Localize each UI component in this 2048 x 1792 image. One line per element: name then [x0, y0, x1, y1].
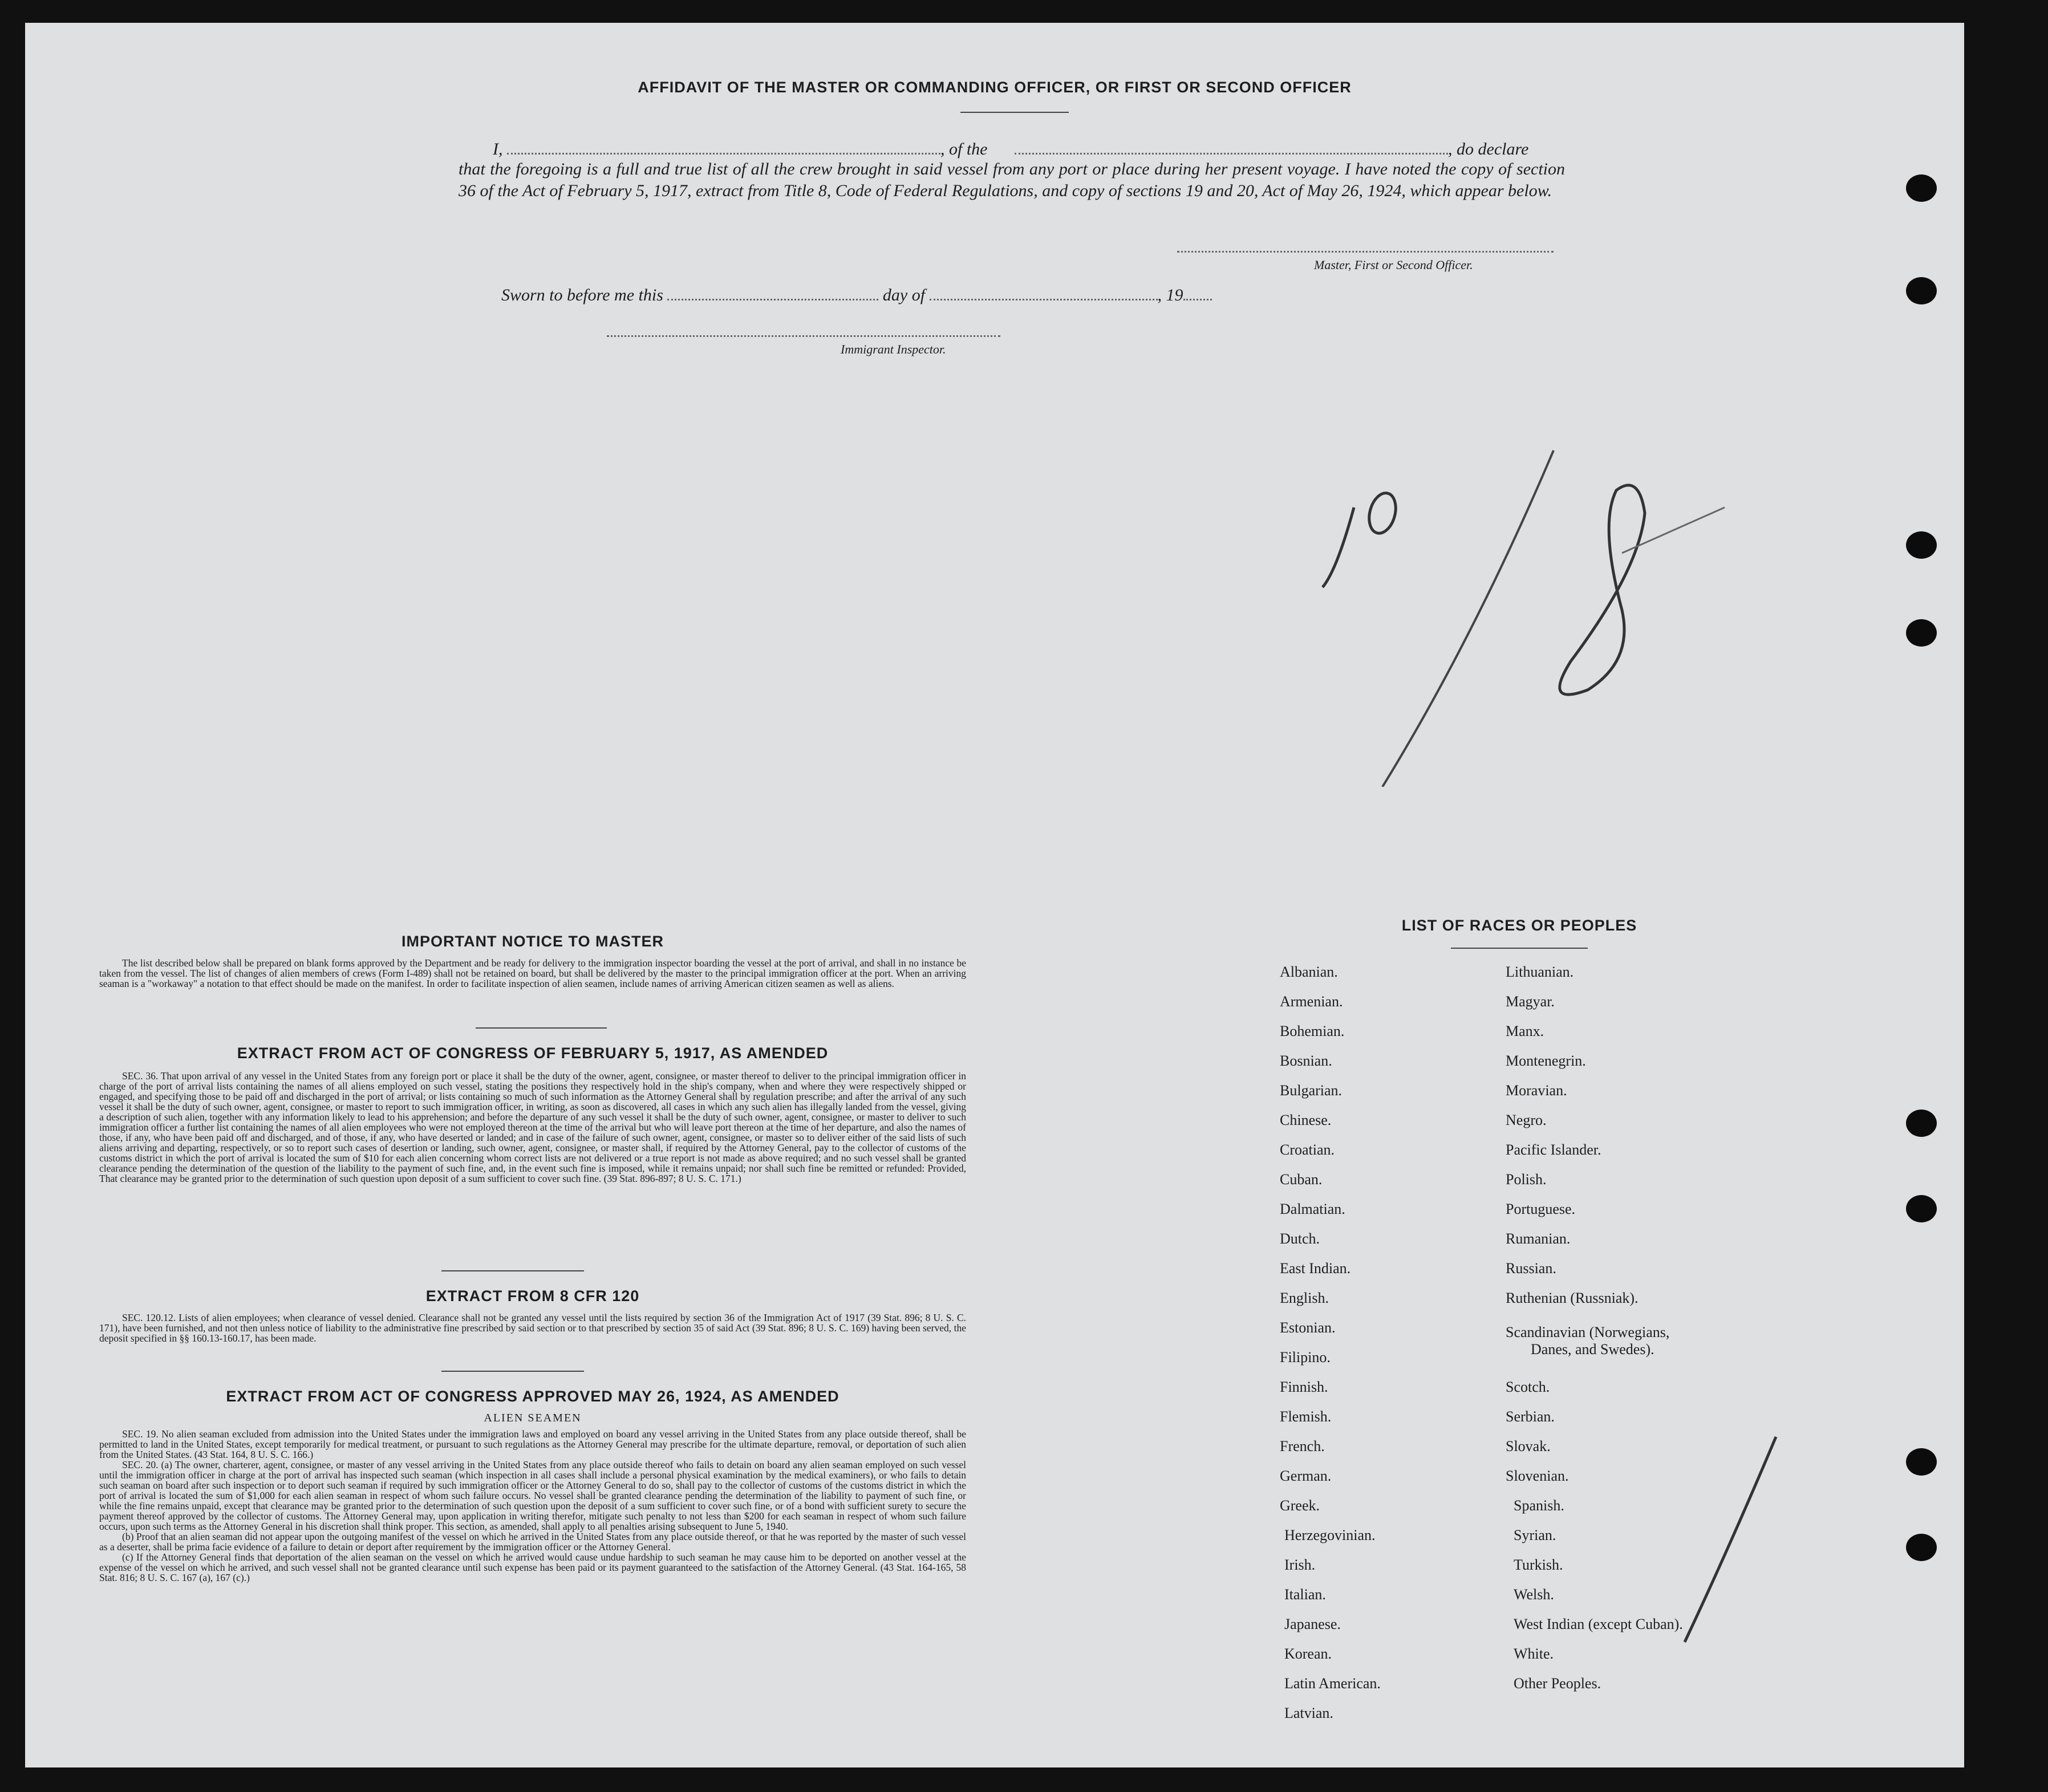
race-item: Japanese. — [1284, 1616, 1341, 1632]
affidavit-body: that the foregoing is a full and true list of all the crew brought in said vessel from any port or place during her present voyage. I have noted the copy of section 36 of the Act of February 5, 1917, extract from Title 8, Code of Federal Regulations, and copy of sections 19 and 20, Act of May 26, 1924, which appear below. — [459, 160, 1565, 200]
race-item: Greek. — [1280, 1497, 1320, 1514]
race-item: Chinese. — [1280, 1112, 1332, 1128]
extract-1917-rule — [441, 1270, 584, 1271]
race-item: French. — [1280, 1438, 1325, 1454]
race-item: Cuban. — [1280, 1171, 1323, 1188]
races-rule — [1451, 948, 1588, 949]
notice-text: The list described below shall be prepared on blank forms approved by the Department and be ready for delivery to the immigration inspector boarding the vessel at the port of arrival, and shall in no instance be taken from the vessel. The list of changes of alien members of crews (Form I-489) shall not be retained on board, but shall be delivered by the master to the principal immigration officer at the port. When an arriving seaman is a "workaway" a notation to that effect should be made on the manifest. In order to facilitate inspection of alien seamen, include names of arriving American citizen seamen as well as aliens. — [99, 957, 966, 989]
race-item: Welsh. — [1514, 1586, 1554, 1603]
inspector-signature-field[interactable] — [607, 335, 1000, 337]
race-item: Bohemian. — [1280, 1023, 1345, 1039]
sworn-line — [501, 283, 1212, 305]
punch-hole — [1906, 174, 1937, 202]
sworn-year-field[interactable] — [1183, 283, 1212, 300]
race-item: Bulgarian. — [1280, 1082, 1343, 1099]
inspector-signature-label: Immigrant Inspector. — [841, 342, 946, 356]
notice-section — [99, 958, 966, 989]
race-item: Negro. — [1506, 1112, 1547, 1128]
punch-hole — [1906, 1110, 1937, 1137]
race-item: Syrian. — [1514, 1527, 1556, 1543]
day-of-label: day of — [882, 286, 926, 304]
race-item: Irish. — [1284, 1557, 1316, 1573]
sec19-text: SEC. 19. No alien seaman excluded from admission into the United States under the immigration laws and employed on board any vessel arriving in the United States from any place outside thereof, shall be permitted to land in the United States, except temporarily for medical treatment, or pursuant to such regulations as the Attorney General may prescribe for the ultimate departure, removal, or deportation of such alien from the United States. (43 Stat. 164, 8 U. S. C. 166.) — [99, 1428, 966, 1460]
race-item: Armenian. — [1280, 993, 1343, 1010]
race-item: Portuguese. — [1506, 1201, 1576, 1217]
master-signature-field[interactable] — [1177, 251, 1554, 253]
sworn-day-field[interactable] — [667, 283, 878, 300]
race-item: Korean. — [1284, 1645, 1332, 1662]
race-item: Ruthenian (Russniak). — [1506, 1290, 1639, 1306]
race-item: Filipino. — [1280, 1349, 1331, 1366]
punch-hole — [1906, 1534, 1937, 1561]
year-label: , 19 — [1157, 286, 1183, 304]
punch-hole — [1906, 1195, 1937, 1222]
handwritten-check-mark — [1679, 1431, 1816, 1648]
race-item: German. — [1280, 1468, 1332, 1484]
race-item: Rumanian. — [1506, 1230, 1571, 1247]
alien-seamen-subtitle: ALIEN SEAMEN — [484, 1412, 582, 1424]
race-item: Montenegrin. — [1506, 1053, 1586, 1069]
i-label: I, — [493, 140, 503, 159]
race-item: Pacific Islander. — [1506, 1141, 1601, 1158]
sworn-label: Sworn to before me this — [501, 286, 663, 304]
sec20b-text: (b) Proof that an alien seaman did not appear upon the outgoing manifest of the vessel on which he arrived in the United States from any place outside thereof, or that he was reported by the master of such vessel as a deserter, shall be prima facie evidence of a failure to detain or deport after requirement by the immigration officer or the Attorney General. — [99, 1531, 966, 1553]
vessel-name-field[interactable] — [1015, 137, 1448, 155]
race-item: Slovak. — [1506, 1438, 1551, 1454]
extract-1917-title: EXTRACT FROM ACT OF CONGRESS OF FEBRUARY 5, 1917, AS AMENDED — [237, 1045, 829, 1062]
form-page — [25, 23, 1964, 1767]
race-item: Dalmatian. — [1280, 1201, 1345, 1217]
sworn-month-field[interactable] — [930, 283, 1158, 300]
notice-title: IMPORTANT NOTICE TO MASTER — [402, 933, 664, 950]
race-item: West Indian (except Cuban). — [1514, 1616, 1683, 1632]
punch-hole — [1906, 619, 1937, 647]
race-item: Lithuanian. — [1506, 964, 1574, 980]
race-item: English. — [1280, 1290, 1329, 1306]
title-rule — [960, 112, 1069, 113]
race-item: Scandinavian (Norwegians, — [1506, 1324, 1670, 1340]
extract-1917-section — [99, 1071, 966, 1184]
race-item: East Indian. — [1280, 1260, 1351, 1277]
do-declare-label: , do declare — [1448, 140, 1529, 159]
race-item: Danes, and Swedes). — [1531, 1341, 1654, 1358]
race-item: Latvian. — [1284, 1705, 1333, 1721]
race-item: Other Peoples. — [1514, 1675, 1601, 1692]
handwritten-fraction — [1303, 422, 1736, 787]
race-item: Spanish. — [1514, 1497, 1564, 1514]
declaration-line — [459, 137, 1565, 160]
race-item: Magyar. — [1506, 993, 1555, 1010]
race-item: White. — [1514, 1645, 1554, 1662]
of-the-label: , of the — [940, 140, 988, 159]
extract-cfr-section — [99, 1312, 966, 1343]
sec20c-text: (c) If the Attorney General finds that deportation of the alien seaman on the vessel on which he arrived would cause undue hardship to such seaman he may cause him to be deported on another vessel at the expense of the vessel on which he arrived, and such vessel shall not be granted clearance until such expense has been paid or its payment guaranteed to the satisfaction of the Attorney General. (43 Stat. 164-165, 58 Stat. 816; 8 U. S. C. 167 (a), 167 (c).) — [99, 1551, 966, 1583]
punch-hole — [1906, 531, 1937, 559]
punch-hole — [1906, 277, 1937, 304]
race-item: Polish. — [1506, 1171, 1547, 1188]
race-item: Herzegovinian. — [1284, 1527, 1376, 1543]
race-item: Dutch. — [1280, 1230, 1320, 1247]
race-item: Italian. — [1284, 1586, 1326, 1603]
extract-cfr-title: EXTRACT FROM 8 CFR 120 — [425, 1287, 640, 1305]
extract-cfr-rule — [441, 1371, 584, 1372]
race-item: Croatian. — [1280, 1141, 1335, 1158]
race-item: Finnish. — [1280, 1379, 1328, 1395]
races-title: LIST OF RACES OR PEOPLES — [1401, 917, 1637, 934]
race-item: Manx. — [1506, 1023, 1544, 1039]
extract-1924-title: EXTRACT FROM ACT OF CONGRESS APPROVED MAY 26, 1924, AS AMENDED — [226, 1388, 840, 1405]
extract-cfr-text: SEC. 120.12. Lists of alien employees; when clearance of vessel denied. Clearance shall not be granted any vessel until the lists required by section 36 of the Immigration Act of 1917 (39 Stat. 896; 8 U. S. C. 171), have been furnished, and not then unless notice of liability to the administrative fine prescribed by said section or to that prescribed by section 35 of said Act (39 Stat. 896; 8 U. S. C. 169) having been served, the deposit specified in §§ 160.13-160.17, has been made. — [99, 1312, 966, 1344]
race-item: Estonian. — [1280, 1319, 1336, 1336]
race-item: Slovenian. — [1506, 1468, 1569, 1484]
notice-rule — [476, 1027, 607, 1029]
affidavit-title: AFFIDAVIT OF THE MASTER OR COMMANDING OFFICER, OR FIRST OR SECOND OFFICER — [638, 79, 1352, 96]
race-item: Flemish. — [1280, 1408, 1332, 1425]
race-item: Latin American. — [1284, 1675, 1381, 1692]
race-item: Serbian. — [1506, 1408, 1555, 1425]
race-item: Moravian. — [1506, 1082, 1567, 1099]
race-item: Scotch. — [1506, 1379, 1550, 1395]
officer-name-field[interactable] — [507, 137, 940, 155]
race-item: Bosnian. — [1280, 1053, 1332, 1069]
extract-1924-section — [99, 1429, 966, 1583]
race-item: Turkish. — [1514, 1557, 1563, 1573]
race-item: Russian. — [1506, 1260, 1556, 1277]
sec20a-text: SEC. 20. (a) The owner, charterer, agent, consignee, or master of any vessel arriving in the United States from any place outside thereof who fails to detain on board any alien seaman employed on such vessel until the immigration officer in charge at the port of arrival has inspected such seaman (which inspection in all cases shall include a personal physical examination by the medical examiners), or who fails to detain such seaman on board after such inspection or to deport such seaman if required by such immigration officer or the Attorney General to do so, shall pay to the collector of customs of the customs district in which the port of arrival is located the sum of $1,000 for each alien seaman in respect of whom such failure occurs. No vessel shall be granted clearance pending the determination of the liability to payment of such fine, or while the fine remains unpaid, except that clearance may be granted prior to the determination of such question upon the deposit of a sum sufficient to cover such fine, or of a bond with sufficient surety to secure the payment thereof approved by the collector of customs. The Attorney General may, upon application in writing therefor, mitigate such penalty to not less than $200 for each seaman in respect of whom such failure occurs, upon such terms as the Attorney General in his discretion shall think proper. This section, as amended, shall apply to all penalties arising subsequent to June 5, 1940. — [99, 1459, 966, 1532]
extract-1917-text: SEC. 36. That upon arrival of any vessel in the United States from any foreign port or place it shall be the duty of the owner, agent, consignee, or master thereof to deliver to the principal immigration officer in charge of the port of arrival lists containing the names of all aliens employed on such vessel, stating the positions they respectively hold in the ship's company, when and where they were respectively shipped or engaged, and specifying those to be paid off and discharged in the port of arrival; or lists containing so much of such information as the Attorney General shall by regulation prescribe; and after the arrival of any such vessel it shall be the duty of such owner, agent, consignee, or master to report to such immigration officer, in writing, as soon as discovered, all cases in which any such alien has illegally landed from the vessel, giving a description of such alien, together with any information likely to lead to his apprehension; and before the departure of any such vessel it shall be the duty of such owner, agent, consignee, or master to deliver to such immigration officer a further list containing the names of all alien employees who were not employed thereon at the time of the arrival but who will leave port thereon at the time of her departure, and also the names of those, if any, who have been paid off and discharged, and of those, if any, who have deserted or landed; and in case of the failure of such owner, agent, consignee, or master so to deliver either of the said lists of such aliens arriving and departing, respectively, or so to report such cases of desertion or landing, such owner, agent, consignee, or master shall, if required by the Attorney General, pay to the collector of customs of the customs district in which the port of arrival is located the sum of $10 for each alien concerning whom correct lists are not delivered or a true report is not made as above required; and no such vessel shall be granted clearance pending the determination of the question of the liability to the payment of such fine, and, in the event such fine is imposed, while it remains unpaid; nor shall such fine be remitted or refunded: Provided, That clearance may be granted prior to the determination of such question upon deposit of a sum sufficient to cover such fine. (39 Stat. 896-897; 8 U. S. C. 171.) — [99, 1070, 966, 1184]
race-item: Albanian. — [1280, 964, 1338, 980]
punch-hole — [1906, 1448, 1937, 1476]
master-signature-label: Master, First or Second Officer. — [1314, 258, 1473, 272]
